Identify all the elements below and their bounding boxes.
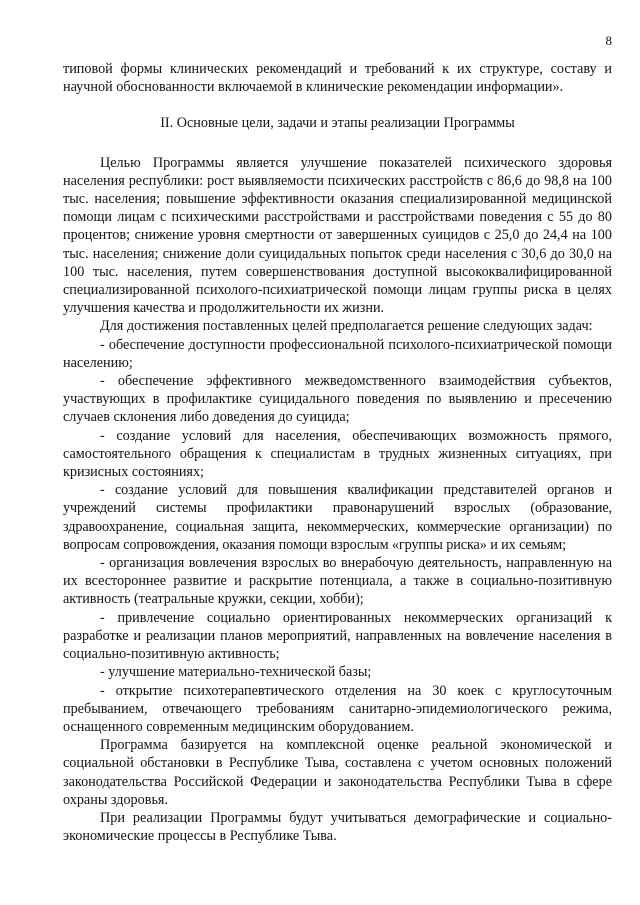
intro-continuation: типовой формы клинических рекомендаций и требований к их структуре, составу и научной обоснованности включаемой в клинические рекомендации информации». bbox=[63, 61, 612, 96]
task-item: - привлечение социально ориентированных некоммерческих организаций к разработке и реализации планов мероприятий, направленных на вовлечение населения в социально-позитивную активность; bbox=[63, 609, 612, 663]
task-item: - открытие психотерапевтического отделения на 30 коек с круглосуточным пребыванием, отвечающего требованиям санитарно-эпидемиологического режима, оснащенного современным медицинским оборудованием. bbox=[63, 682, 612, 735]
task-item: - создание условий для повышения квалификации представителей органов и учреждений системы профилактики правонарушений взрослых (образование, здравоохранение, социальная защита, некоммерческих, коммерческие организации) по вопросам сопровождения, оказания помощи взрослым «группы риска» и их семьям; bbox=[63, 482, 612, 553]
task-item: - создание условий для населения, обеспечивающих возможность прямого, самостоятельного обращения к специалистам в трудных жизненных ситуациях, при кризисных состояниях; bbox=[63, 427, 612, 481]
basis-paragraph: Программа базируется на комплексной оценке реальной экономической и социальной обстановки в Республике Тыва, составлена с учетом основных положений законодательства Российской Федерации и законодательства Республики Тыва в сфере охраны здоровья. bbox=[63, 737, 612, 808]
page-number: 8 bbox=[605, 33, 612, 48]
task-item: - обеспечение доступности профессиональной психолого-психиатрической помощи населению; bbox=[63, 336, 612, 371]
tasks-intro: Для достижения поставленных целей предполагается решение следующих задач: bbox=[100, 318, 593, 335]
task-item: - организация вовлечения взрослых во внерабочую деятельность, направленную на их всестороннее развитие и раскрытие потенциала, а также в социально-позитивную активность (театральные кружки, секции, хобби); bbox=[63, 555, 612, 608]
task-item: - улучшение материально-технической базы; bbox=[100, 664, 372, 681]
task-item: - обеспечение эффективного межведомственного взаимодействия субъектов, участвующих в профилактике суицидального поведения по выявлению и пресечению случаев склонения либо доведения до суицида; bbox=[63, 373, 612, 426]
document-body bbox=[63, 60, 612, 845]
section-heading: II. Основные цели, задачи и этапы реализации Программы bbox=[160, 115, 515, 132]
goal-paragraph: Целью Программы является улучшение показателей психического здоровья населения республики: рост выявляемости психических расстройств с 86,6 до 98,8 на 100 тыс. населения; повышение эффективности оказания специализированной медицинской помощи лицам с психическими расстройствами и расстройствами поведения с 55 до 80 процентов; снижение уровня смертности от завершенных суицидов с 25,0 до 24,4 на 100 тыс. населения; снижение доли суицидальных попыток среди населения с 30,6 до 30,0 на 100 тыс. населения, путем совершенствования доступной высококвалифицированной специализированной психолого-психиатрической помощи лицам группы риска в целях улучшения качества и продолжительности их жизни. bbox=[63, 154, 612, 317]
closing-paragraph: При реализации Программы будут учитываться демографические и социально-экономические процессы в Республике Тыва. bbox=[63, 809, 612, 845]
